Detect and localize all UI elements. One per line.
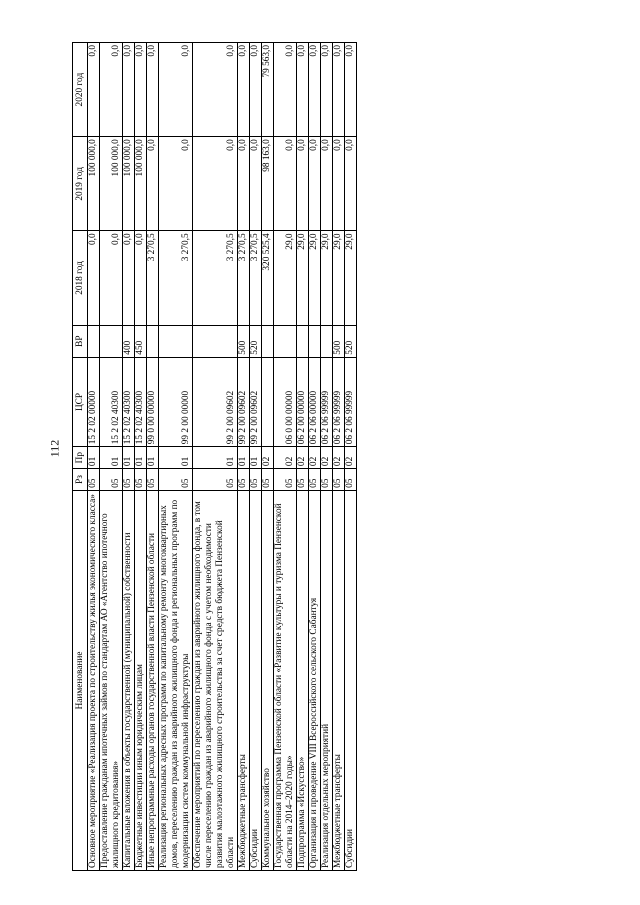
cell-rz: 05 bbox=[123, 469, 135, 491]
cell-2019: 100 000,0 bbox=[100, 137, 123, 231]
table-row bbox=[297, 43, 309, 871]
cell-2019: 0,0 bbox=[333, 137, 345, 231]
rotated-table-container bbox=[72, 42, 540, 871]
cell-rz: 05 bbox=[297, 469, 309, 491]
cell-csr bbox=[262, 357, 274, 447]
header-2019: 2019 год bbox=[73, 137, 88, 231]
cell-rz: 05 bbox=[100, 469, 123, 491]
cell-2020: 0,0 bbox=[238, 43, 250, 137]
cell-name: Реализация отдельных мероприятий bbox=[321, 490, 333, 870]
cell-name: Капитальные вложения в объекты государственной (муниципальной) собственности bbox=[123, 490, 135, 870]
cell-pr: 01 bbox=[159, 447, 193, 469]
cell-2018: 320 525,4 bbox=[262, 231, 274, 325]
table-row bbox=[147, 43, 159, 871]
table-row bbox=[309, 43, 321, 871]
cell-2020: 0,0 bbox=[147, 43, 159, 137]
cell-pr: 02 bbox=[345, 447, 357, 469]
cell-rz: 05 bbox=[309, 469, 321, 491]
cell-name: Иные непрограммные расходы органов государственной власти Пензенской области bbox=[147, 490, 159, 870]
cell-2020: 0,0 bbox=[297, 43, 309, 137]
cell-name: Предоставление гражданам ипотечных займов по стандартам АО «Агентство ипотечного жилищного кредитования» bbox=[100, 490, 123, 870]
cell-2020: 0,0 bbox=[88, 43, 100, 137]
cell-vr bbox=[193, 325, 238, 357]
cell-rz: 05 bbox=[238, 469, 250, 491]
cell-rz: 05 bbox=[321, 469, 333, 491]
cell-rz: 05 bbox=[147, 469, 159, 491]
cell-name: Реализация региональных адресных программ по капитальному ремонту многоквартирных домов, переселению граждан из аварийного жилищного фонда и региональных программ по модернизации систем коммунальной инфраструктуры bbox=[159, 490, 193, 870]
header-2020: 2020 год bbox=[73, 43, 88, 137]
cell-pr: 01 bbox=[88, 447, 100, 469]
cell-2019: 0,0 bbox=[147, 137, 159, 231]
cell-name: Бюджетные инвестиции иным юридическим лицам bbox=[135, 490, 147, 870]
table-row bbox=[100, 43, 123, 871]
cell-vr: 500 bbox=[238, 325, 250, 357]
table-row bbox=[123, 43, 135, 871]
cell-2018: 29,0 bbox=[321, 231, 333, 325]
cell-vr bbox=[147, 325, 159, 357]
cell-rz: 05 bbox=[345, 469, 357, 491]
cell-pr: 02 bbox=[297, 447, 309, 469]
cell-vr bbox=[274, 325, 297, 357]
cell-vr: 500 bbox=[333, 325, 345, 357]
cell-2020: 0,0 bbox=[274, 43, 297, 137]
budget-table bbox=[72, 42, 357, 871]
header-csr: ЦСР bbox=[73, 357, 88, 447]
cell-2019: 0,0 bbox=[345, 137, 357, 231]
cell-name: Субсидии bbox=[345, 490, 357, 870]
cell-2018: 3 270,5 bbox=[238, 231, 250, 325]
cell-2020: 0,0 bbox=[135, 43, 147, 137]
cell-pr: 01 bbox=[250, 447, 262, 469]
cell-name: Государственная программа Пензенской области «Развитие культуры и туризма Пензенской области на 2014–2020 годы» bbox=[274, 490, 297, 870]
cell-vr bbox=[309, 325, 321, 357]
cell-csr: 15 2 02 00000 bbox=[88, 357, 100, 447]
cell-pr: 01 bbox=[238, 447, 250, 469]
cell-vr bbox=[159, 325, 193, 357]
cell-2020: 0,0 bbox=[159, 43, 193, 137]
cell-vr: 450 bbox=[135, 325, 147, 357]
cell-rz: 05 bbox=[262, 469, 274, 491]
rotated-table-frame bbox=[72, 42, 540, 871]
table-row bbox=[274, 43, 297, 871]
cell-2019: 0,0 bbox=[297, 137, 309, 231]
cell-vr bbox=[321, 325, 333, 357]
cell-pr: 01 bbox=[135, 447, 147, 469]
cell-name: Организация и проведение VIII Всероссийского сельского Сабантуя bbox=[309, 490, 321, 870]
cell-2019: 100 000,0 bbox=[135, 137, 147, 231]
table-row bbox=[159, 43, 193, 871]
cell-2020: 0,0 bbox=[309, 43, 321, 137]
cell-2018: 29,0 bbox=[345, 231, 357, 325]
cell-csr: 99 0 00 00000 bbox=[147, 357, 159, 447]
cell-name: Межбюджетные трансферты bbox=[238, 490, 250, 870]
cell-2020: 0,0 bbox=[250, 43, 262, 137]
cell-csr: 06 2 06 99999 bbox=[345, 357, 357, 447]
cell-csr: 99 2 00 09602 bbox=[250, 357, 262, 447]
cell-name: Коммунальное хозяйство bbox=[262, 490, 274, 870]
cell-vr: 520 bbox=[250, 325, 262, 357]
cell-csr: 06 2 06 00000 bbox=[309, 357, 321, 447]
cell-rz: 05 bbox=[193, 469, 238, 491]
cell-vr bbox=[100, 325, 123, 357]
cell-csr: 06 2 06 99999 bbox=[333, 357, 345, 447]
table-row bbox=[238, 43, 250, 871]
table-row bbox=[333, 43, 345, 871]
cell-2019: 100 000,0 bbox=[88, 137, 100, 231]
cell-2020: 0,0 bbox=[345, 43, 357, 137]
cell-csr: 99 2 00 09602 bbox=[238, 357, 250, 447]
cell-name: Подпрограмма «Искусство» bbox=[297, 490, 309, 870]
cell-csr: 99 2 00 09602 bbox=[193, 357, 238, 447]
table-body bbox=[88, 43, 357, 871]
table-row bbox=[345, 43, 357, 871]
cell-2019: 0,0 bbox=[238, 137, 250, 231]
cell-vr bbox=[262, 325, 274, 357]
header-name: Наименование bbox=[73, 490, 88, 870]
header-vr: ВР bbox=[73, 325, 88, 357]
table-row bbox=[250, 43, 262, 871]
table-row bbox=[193, 43, 238, 871]
cell-vr bbox=[297, 325, 309, 357]
header-2018: 2018 год bbox=[73, 231, 88, 325]
cell-pr: 01 bbox=[147, 447, 159, 469]
cell-2018: 29,0 bbox=[297, 231, 309, 325]
header-rz: Рз bbox=[73, 469, 88, 491]
cell-vr bbox=[88, 325, 100, 357]
cell-2019: 0,0 bbox=[159, 137, 193, 231]
cell-2018: 3 270,5 bbox=[193, 231, 238, 325]
cell-pr: 01 bbox=[100, 447, 123, 469]
table-row bbox=[262, 43, 274, 871]
cell-pr: 02 bbox=[309, 447, 321, 469]
cell-rz: 05 bbox=[159, 469, 193, 491]
cell-pr: 01 bbox=[123, 447, 135, 469]
cell-2019: 100 000,0 bbox=[123, 137, 135, 231]
header-pr: Пр bbox=[73, 447, 88, 469]
table-row bbox=[88, 43, 100, 871]
cell-2020: 0,0 bbox=[333, 43, 345, 137]
cell-2019: 0,0 bbox=[274, 137, 297, 231]
cell-pr: 02 bbox=[274, 447, 297, 469]
cell-2019: 98 163,0 bbox=[262, 137, 274, 231]
cell-csr: 06 2 06 99999 bbox=[321, 357, 333, 447]
cell-2020: 0,0 bbox=[193, 43, 238, 137]
page-number: 112 bbox=[47, 439, 62, 458]
cell-2018: 0,0 bbox=[135, 231, 147, 325]
cell-csr: 06 0 00 00000 bbox=[274, 357, 297, 447]
table-header-row bbox=[73, 43, 88, 871]
cell-rz: 05 bbox=[333, 469, 345, 491]
table-row bbox=[135, 43, 147, 871]
cell-name: Обеспечение мероприятий по переселению граждан из аварийного жилищного фонда, в том числе переселению граждан из аварийного жилищного фонда с учетом необходимости развития малоэтажного жилищного строительства за счет средств бюджета Пензенской области bbox=[193, 490, 238, 870]
cell-csr: 15 2 02 40300 bbox=[100, 357, 123, 447]
cell-2018: 0,0 bbox=[123, 231, 135, 325]
table-row bbox=[321, 43, 333, 871]
cell-2018: 29,0 bbox=[274, 231, 297, 325]
cell-vr: 400 bbox=[123, 325, 135, 357]
cell-rz: 05 bbox=[88, 469, 100, 491]
cell-2020: 0,0 bbox=[100, 43, 123, 137]
cell-name: Межбюджетные трансферты bbox=[333, 490, 345, 870]
cell-csr: 99 2 00 00000 bbox=[159, 357, 193, 447]
cell-2018: 0,0 bbox=[88, 231, 100, 325]
cell-2019: 0,0 bbox=[250, 137, 262, 231]
cell-pr: 02 bbox=[262, 447, 274, 469]
cell-2018: 3 270,5 bbox=[147, 231, 159, 325]
cell-csr: 15 2 02 40300 bbox=[123, 357, 135, 447]
cell-2018: 0,0 bbox=[100, 231, 123, 325]
cell-2020: 79 563,0 bbox=[262, 43, 274, 137]
cell-2020: 0,0 bbox=[123, 43, 135, 137]
cell-csr: 06 2 00 00000 bbox=[297, 357, 309, 447]
cell-2019: 0,0 bbox=[309, 137, 321, 231]
cell-pr: 01 bbox=[193, 447, 238, 469]
cell-csr: 15 2 02 40300 bbox=[135, 357, 147, 447]
cell-pr: 02 bbox=[333, 447, 345, 469]
cell-2018: 29,0 bbox=[333, 231, 345, 325]
cell-rz: 05 bbox=[250, 469, 262, 491]
cell-rz: 05 bbox=[274, 469, 297, 491]
cell-pr: 02 bbox=[321, 447, 333, 469]
cell-2019: 0,0 bbox=[321, 137, 333, 231]
cell-2018: 3 270,5 bbox=[250, 231, 262, 325]
cell-name: Субсидии bbox=[250, 490, 262, 870]
cell-2018: 3 270,5 bbox=[159, 231, 193, 325]
cell-2020: 0,0 bbox=[321, 43, 333, 137]
cell-rz: 05 bbox=[135, 469, 147, 491]
cell-2019: 0,0 bbox=[193, 137, 238, 231]
cell-2018: 29,0 bbox=[309, 231, 321, 325]
cell-name: Основное мероприятие «Реализация проекта по строительству жилья экономического класса» bbox=[88, 490, 100, 870]
cell-vr: 520 bbox=[345, 325, 357, 357]
